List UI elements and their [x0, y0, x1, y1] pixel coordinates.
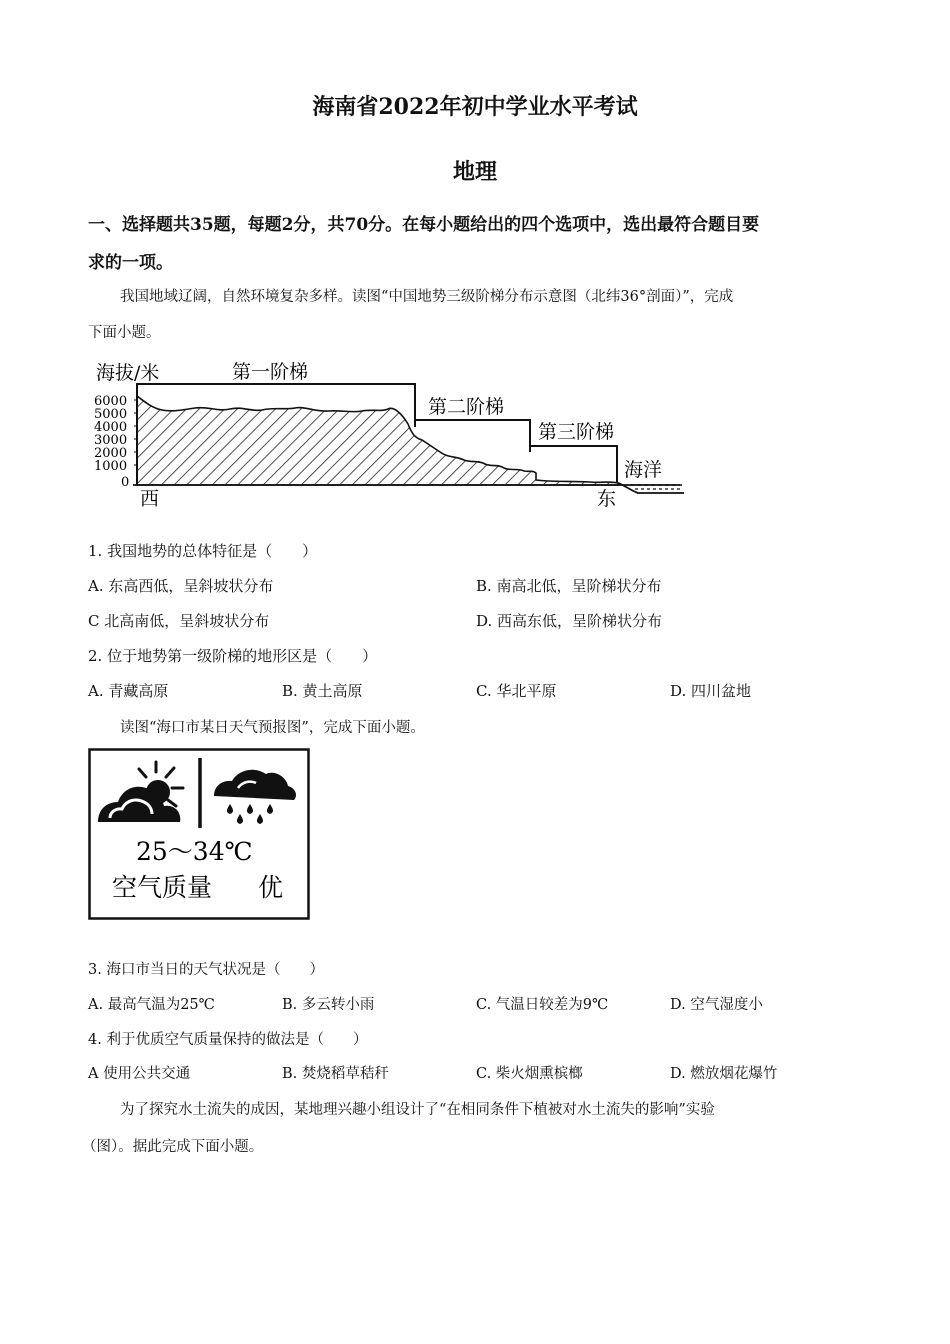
q1-option-d[interactable]: D. 西高东低，呈阶梯状分布 [476, 612, 663, 630]
west-label: 西 [140, 488, 160, 510]
q3-option-a[interactable]: A. 最高气温为25℃ [88, 997, 215, 1013]
q3-option-b[interactable]: B. 多云转小雨 [282, 997, 375, 1013]
weather-temperature: 25～34℃ [136, 837, 253, 866]
q4-option-a[interactable]: A 使用公共交通 [88, 1066, 191, 1082]
exam-subject: 地理 [452, 159, 497, 185]
q2-option-b[interactable]: B. 黄土高原 [282, 682, 363, 700]
exam-title: 海南省2022年初中学业水平考试 [312, 94, 638, 120]
terrain-ylabel: 海拔/米 [96, 362, 160, 384]
passage1-line1: 我国地域辽阔，自然环境复杂多样。读图“中国地势三级阶梯分布示意图（北纬36°剖面）”，完成 [120, 289, 734, 305]
section-header-line2: 求的一项。 [88, 253, 173, 273]
air-quality-value: 优 [258, 873, 284, 902]
passage3-line1: 为了探究水土流失的成因，某地理兴趣小组设计了“在相同条件下植被对水土流失的影响”实验 [120, 1102, 715, 1118]
q3-option-d[interactable]: D. 空气湿度小 [670, 997, 763, 1013]
ytick-4000: 4000 [94, 420, 128, 435]
q3-option-c[interactable]: C. 气温日较差为9℃ [476, 997, 609, 1013]
q1-option-b[interactable]: B. 南高北低，呈阶梯状分布 [476, 577, 662, 595]
step2-label: 第二阶梯 [428, 396, 505, 418]
ytick-1000: 1000 [94, 459, 128, 474]
q4-stem: 4. 利于优质空气质量保持的做法是（ ） [88, 1032, 368, 1048]
q1-option-c[interactable]: C 北高南低，呈斜坡状分布 [88, 612, 270, 630]
q4-option-c[interactable]: C. 柴火烟熏槟榔 [476, 1066, 583, 1082]
ocean-label: 海洋 [624, 459, 663, 481]
ytick-3000: 3000 [94, 433, 128, 448]
step1-label: 第一阶梯 [232, 361, 309, 383]
q1-option-a[interactable]: A. 东高西低，呈斜坡状分布 [88, 577, 274, 595]
ytick-0: 0 [121, 475, 130, 490]
passage1-line2: 下面小题。 [88, 325, 161, 341]
q2-stem: 2. 位于地势第一级阶梯的地形区是（ ） [88, 647, 378, 665]
air-quality-label: 空气质量 [112, 873, 213, 902]
east-label: 东 [597, 488, 617, 510]
ytick-6000: 6000 [94, 394, 128, 409]
section-header-line1: 一、选择题共35题，每题2分，共70分。在每小题给出的四个选项中，选出最符合题目要 [88, 215, 760, 235]
q1-stem: 1. 我国地势的总体特征是（ ） [88, 542, 318, 560]
q2-option-c[interactable]: C. 华北平原 [476, 682, 557, 700]
q2-option-d[interactable]: D. 四川盆地 [670, 682, 752, 700]
weather-forecast-figure [88, 748, 310, 920]
ytick-2000: 2000 [94, 446, 128, 461]
ytick-5000: 5000 [94, 407, 128, 422]
q4-option-b[interactable]: B. 焚烧稻草秸秆 [282, 1066, 389, 1082]
passage3-line2: （图）。据此完成下面小题。 [82, 1139, 264, 1155]
q3-stem: 3. 海口市当日的天气状况是（ ） [88, 962, 324, 978]
q2-option-a[interactable]: A. 青藏高原 [88, 682, 169, 700]
step3-label: 第三阶梯 [538, 421, 615, 443]
passage2-line1: 读图“海口市某日天气预报图”，完成下面小题。 [120, 720, 425, 736]
step3-box [530, 446, 617, 482]
terrain-profile-figure [90, 352, 690, 517]
q4-option-d[interactable]: D. 燃放烟花爆竹 [670, 1066, 778, 1082]
